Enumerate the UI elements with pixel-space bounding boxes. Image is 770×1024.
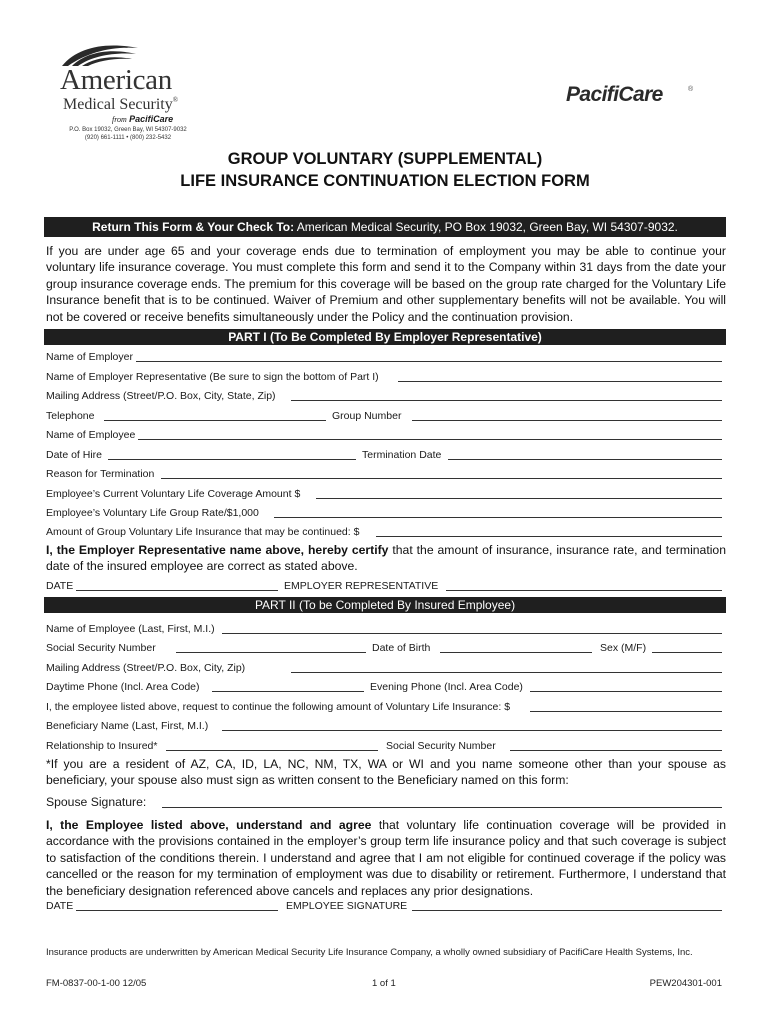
coverage-amount-row <box>46 484 722 502</box>
evening-phone-field[interactable] <box>530 691 722 692</box>
employer-date-field[interactable] <box>76 590 278 591</box>
termination-date-field[interactable] <box>448 459 722 460</box>
telephone-label: Telephone <box>46 410 95 422</box>
ssn-label: Social Security Number <box>46 642 156 654</box>
group-number-label: Group Number <box>332 410 402 422</box>
coverage-amount-field[interactable] <box>316 498 722 499</box>
continued-amount-field[interactable] <box>376 536 722 537</box>
logo-american: American <box>60 64 172 96</box>
part2-heading: PART II (To be Completed By Insured Employee) <box>44 597 726 613</box>
group-rate-row <box>46 503 722 521</box>
continue-request-label: I, the employee listed above, request to continue the following amount of Voluntary Life Insurance: $ <box>46 701 511 713</box>
employer-address-row <box>46 386 722 404</box>
form-number: FM-0837-00-1-00 12/05 <box>46 978 147 989</box>
continued-amount-row <box>46 522 722 540</box>
p2-address-field[interactable] <box>291 672 722 673</box>
employee-date-field[interactable] <box>76 910 278 911</box>
rep-name-field[interactable] <box>398 381 722 382</box>
ssn-field[interactable] <box>176 652 366 653</box>
employer-rep-signature-field[interactable] <box>446 590 722 591</box>
group-rate-field[interactable] <box>274 517 722 518</box>
rep-name-row <box>46 367 722 385</box>
employee-signature-field[interactable] <box>412 910 722 911</box>
employee-name-label: Name of Employee <box>46 429 136 441</box>
relationship-label: Relationship to Insured* <box>46 740 158 752</box>
employee-name-field[interactable] <box>138 439 722 440</box>
employer-certification: I, the Employer Representative name above, hereby certify that the amount of insurance, insurance rate, and termination date of the insured employee are correct as stated above. <box>46 543 726 574</box>
termination-date-label: Termination Date <box>362 449 442 461</box>
p2-address-row <box>46 658 722 676</box>
part1-heading: PART I (To Be Completed By Employer Representative) <box>44 329 726 345</box>
beneficiary-ssn-label: Social Security Number <box>386 740 496 752</box>
phones-row <box>46 677 722 695</box>
spouse-signature-row <box>46 791 722 811</box>
page-number: 1 of 1 <box>372 978 396 989</box>
p2-employee-name-field[interactable] <box>222 633 722 634</box>
beneficiary-row <box>46 716 722 734</box>
day-phone-label: Daytime Phone (Incl. Area Code) <box>46 681 200 693</box>
form-title-line1: GROUP VOLUNTARY (SUPPLEMENTAL) <box>227 150 543 168</box>
p2-address-label: Mailing Address (Street/P.O. Box, City, Zip) <box>46 662 246 674</box>
group-rate-label: Employee’s Voluntary Life Group Rate/$1,000 <box>46 507 259 519</box>
day-phone-field[interactable] <box>212 691 364 692</box>
hire-date-row <box>46 445 722 463</box>
relationship-field[interactable] <box>166 750 378 751</box>
form-title-line2: LIFE INSURANCE CONTINUATION ELECTION FORM <box>180 172 590 190</box>
relationship-row <box>46 736 722 754</box>
coverage-amount-label: Employee’s Current Voluntary Life Coverage Amount $ <box>46 488 301 500</box>
p2-employee-name-label: Name of Employee (Last, First, M.I.) <box>46 623 215 635</box>
return-address-bar: Return This Form & Your Check To: American Medical Security, PO Box 19032, Green Bay, WI 54307-9032. <box>44 217 726 237</box>
american-medical-security-logo <box>48 42 208 147</box>
spouse-consent-note: *If you are a resident of AZ, CA, ID, LA, NC, NM, TX, WA or WI and you name someone other than your spouse as beneficiary, your spouse also must sign as written consent to the Beneficiary named on this form: <box>46 757 726 788</box>
employee-signature-label: EMPLOYEE SIGNATURE <box>286 900 408 912</box>
logo-address: P.O. Box 19032, Green Bay, WI 54307-9032 (920) 661-1111 • (800) 232-5432 <box>69 127 187 141</box>
employer-address-field[interactable] <box>291 400 722 401</box>
registered-mark: ® <box>688 86 694 93</box>
employer-rep-label: EMPLOYER REPRESENTATIVE <box>284 580 439 592</box>
intro-paragraph: If you are under age 65 and your coverage ends due to termination of employment you may be able to continue your voluntary life insurance coverage. You must complete this form and send it to the Company within 31 days from the date your group insurance coverage ends. The premium for this coverage will be based on the group rate charged for the Voluntary Life Insurance benefit that is to be continued. Waiver of Premium and other supplementary benefits will not be available. You will not be covered or receive benefits simultaneously under the Policy and the continuation provision. <box>46 244 726 324</box>
employee-signature-row <box>46 896 722 914</box>
logo-from-pacificare: from PacifiCare <box>112 114 174 124</box>
employer-date-label: DATE <box>46 580 74 592</box>
pacificare-logo: PacifiCare <box>566 83 663 106</box>
employee-agreement: I, the Employee listed above, understand and agree that voluntary life continuation coverage will be provided in accordance with the provisions contained in the employer’s group term life insurance policy and that such coverage is subject to satisfaction of the conditions therein. I understand and agree that I am not eligible for continued coverage if the policy was cancelled or the reason for my termination of employment was due to disability or retirement. Furthermore, I understand that the beneficiary designation referenced above cancels and replaces any prior designations. <box>46 818 726 898</box>
sex-field[interactable] <box>652 652 722 653</box>
beneficiary-ssn-field[interactable] <box>510 750 722 751</box>
telephone-row <box>46 406 722 424</box>
rep-name-label: Name of Employer Representative (Be sure to sign the bottom of Part I) <box>46 371 379 383</box>
employee-name-row <box>46 425 722 443</box>
evening-phone-label: Evening Phone (Incl. Area Code) <box>370 681 523 693</box>
employer-signature-row <box>46 576 722 594</box>
logo-medical-security: Medical Security® <box>63 96 179 113</box>
employee-date-label: DATE <box>46 900 74 912</box>
sex-label: Sex (M/F) <box>600 642 647 654</box>
reason-row <box>46 464 722 482</box>
dob-label: Date of Birth <box>372 642 431 654</box>
reason-label: Reason for Termination <box>46 468 155 480</box>
beneficiary-label: Beneficiary Name (Last, First, M.I.) <box>46 720 209 732</box>
dob-field[interactable] <box>440 652 592 653</box>
underwriter-note: Insurance products are underwritten by American Medical Security Life Insurance Company, a wholly owned subsidiary of PacifiCare Health Systems, Inc. <box>46 947 693 958</box>
p2-employee-name-row <box>46 619 722 637</box>
telephone-field[interactable] <box>104 420 326 421</box>
group-number-field[interactable] <box>412 420 722 421</box>
beneficiary-field[interactable] <box>222 730 722 731</box>
hire-date-label: Date of Hire <box>46 449 103 461</box>
continued-amount-label: Amount of Group Voluntary Life Insurance that may be continued: $ <box>46 526 360 538</box>
reason-field[interactable] <box>161 478 722 479</box>
continue-amount-field[interactable] <box>530 711 722 712</box>
hire-date-field[interactable] <box>108 459 356 460</box>
employer-name-label: Name of Employer <box>46 351 133 363</box>
form-code: PEW204301-001 <box>649 978 722 989</box>
ssn-dob-row <box>46 638 722 656</box>
employer-address-label: Mailing Address (Street/P.O. Box, City, State, Zip) <box>46 390 276 402</box>
spouse-signature-label: Spouse Signature: <box>46 795 147 809</box>
employer-name-field[interactable] <box>136 361 722 362</box>
employer-name-row <box>46 347 722 365</box>
continue-request-row <box>46 697 722 715</box>
spouse-signature-field[interactable] <box>162 807 722 808</box>
